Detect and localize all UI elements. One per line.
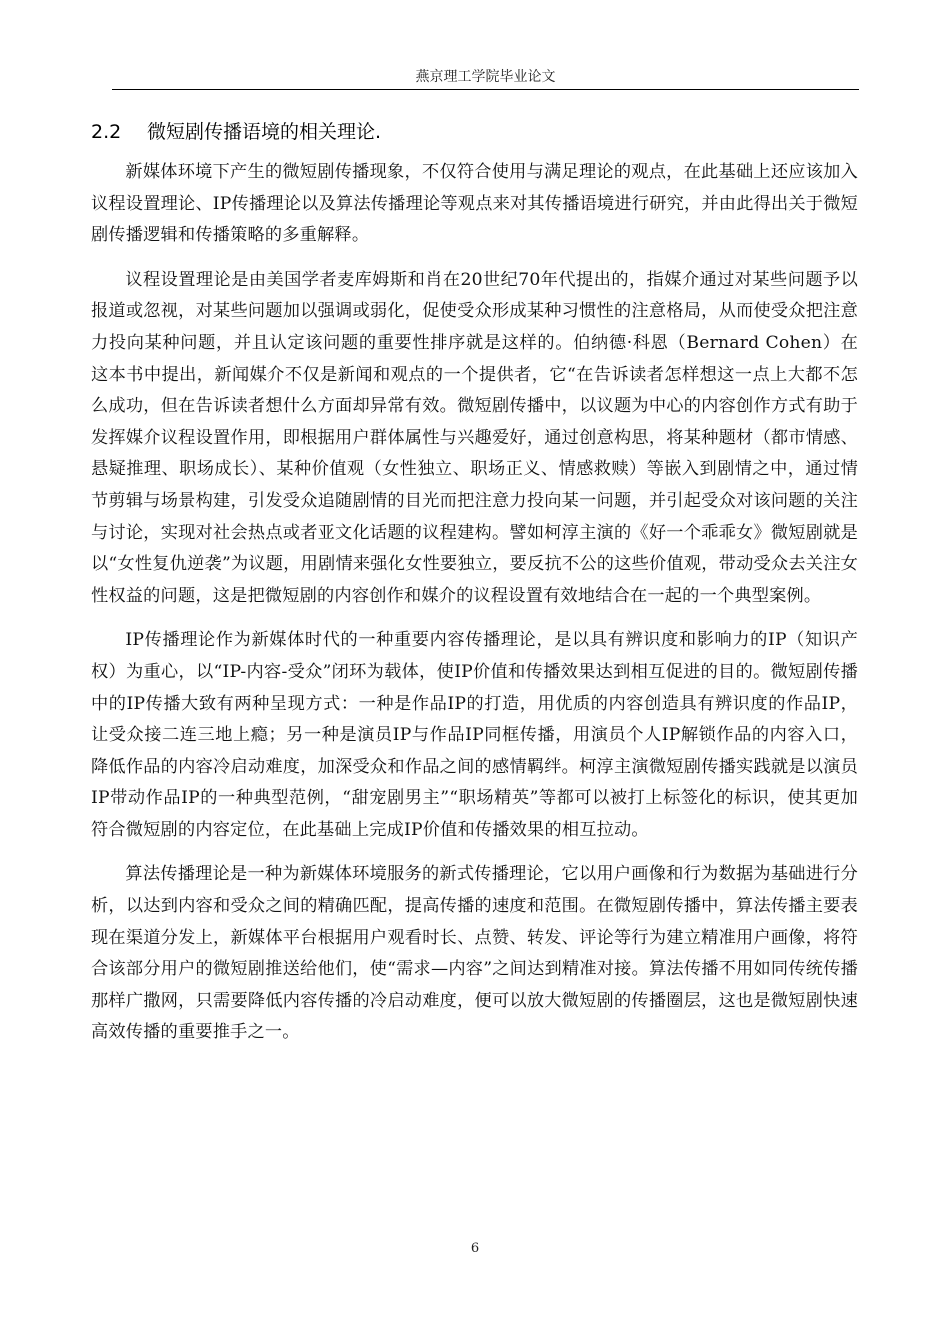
paragraph-algorithm-communication: 算法传播理论是一种为新媒体环境服务的新式传播理论，它以用户画像和行为数据为基础进行分析，以达到内容和受众之间的精确匹配，提高传播的速度和范围。在微短剧传播中，算法传播主要表现在渠道分发上，新媒体平台根据用户观看时长、点赞、转发、评论等行为建立精准用户画像，将符合该部分用户的微短剧推送给他们，使“需求—内容”之间达到精准对接。算法传播不用如同传统传播那样广撒网，只需要降低内容传播的冷启动难度，便可以放大微短剧的传播圈层，这也是微短剧快速高效传播的重要推手之一。	[91, 864, 858, 1043]
section-title: 微短剧传播语境的相关理论.	[147, 121, 382, 143]
paragraph-ip-communication: IP传播理论作为新媒体时代的一种重要内容传播理论，是以具有辨识度和影响力的IP（知识产权）为重心，以“IP-内容-受众”闭环为载体，使IP价值和传播效果达到相互促进的目的。微短剧传播中的IP传播大致有两种呈现方式：一种是作品IP的打造，用优质的内容创造具有辨识度的作品IP，让受众接二连三地上瘾；另一种是演员IP与作品IP同框传播，用演员个人IP解锁作品的内容入口，降低作品的内容冷启动难度，加深受众和作品之间的感情羁绊。柯淳主演微短剧传播实践就是以演员IP带动作品IP的一种典型范例，“甜宠剧男主”“职场精英”等都可以被打上标签化的标识，使其更加符合微短剧的内容定位，在此基础上完成IP价值和传播效果的相互拉动。	[91, 630, 858, 840]
page-number: 6	[470, 1241, 480, 1256]
paragraph-intro: 新媒体环境下产生的微短剧传播现象，不仅符合使用与满足理论的观点，在此基础上还应该加入议程设置理论、IP传播理论以及算法传播理论等观点来对其传播语境进行研究，并由此得出关于微短剧传播逻辑和传播策略的多重解释。	[91, 162, 858, 246]
header-rule	[112, 89, 859, 90]
body-text	[91, 157, 858, 1062]
section-number: 2.2	[91, 121, 122, 143]
running-header: 燕京理工学院毕业论文	[415, 69, 556, 85]
paragraph-agenda-setting: 议程设置理论是由美国学者麦库姆斯和肖在20世纪70年代提出的，指媒介通过对某些问题予以报道或忽视，对某些问题加以强调或弱化，促使受众形成某种习惯性的注意格局，从而使受众把注意力投向某种问题，并且认定该问题的重要性排序就是这样的。伯纳德·科恩（Bernard Cohen）在这本书中提出，新闻媒介不仅是新闻和观点的一个提供者，它“在告诉读者怎样想这一点上大都不怎么成功，但在告诉读者想什么方面却异常有效。微短剧传播中，以议题为中心的内容创作方式有助于发挥媒介议程设置作用，即根据用户群体属性与兴趣爱好，通过创意构思，将某种题材（都市情感、悬疑推理、职场成长）、某种价值观（女性独立、职场正义、情感救赎）等嵌入到剧情之中，通过情节剪辑与场景构建，引发受众追随剧情的目光而把注意力投向某一问题，并引起受众对该问题的关注与讨论，实现对社会热点或者亚文化话题的议程建构。譬如柯淳主演的《好一个乖乖女》微短剧就是以“女性复仇逆袭”为议题，用剧情来强化女性要独立，要反抗不公的这些价值观，带动受众去关注女性权益的问题，这是把微短剧的内容创作和媒介的议程设置有效地结合在一起的一个典型案例。	[91, 269, 858, 606]
section-heading	[91, 118, 861, 146]
